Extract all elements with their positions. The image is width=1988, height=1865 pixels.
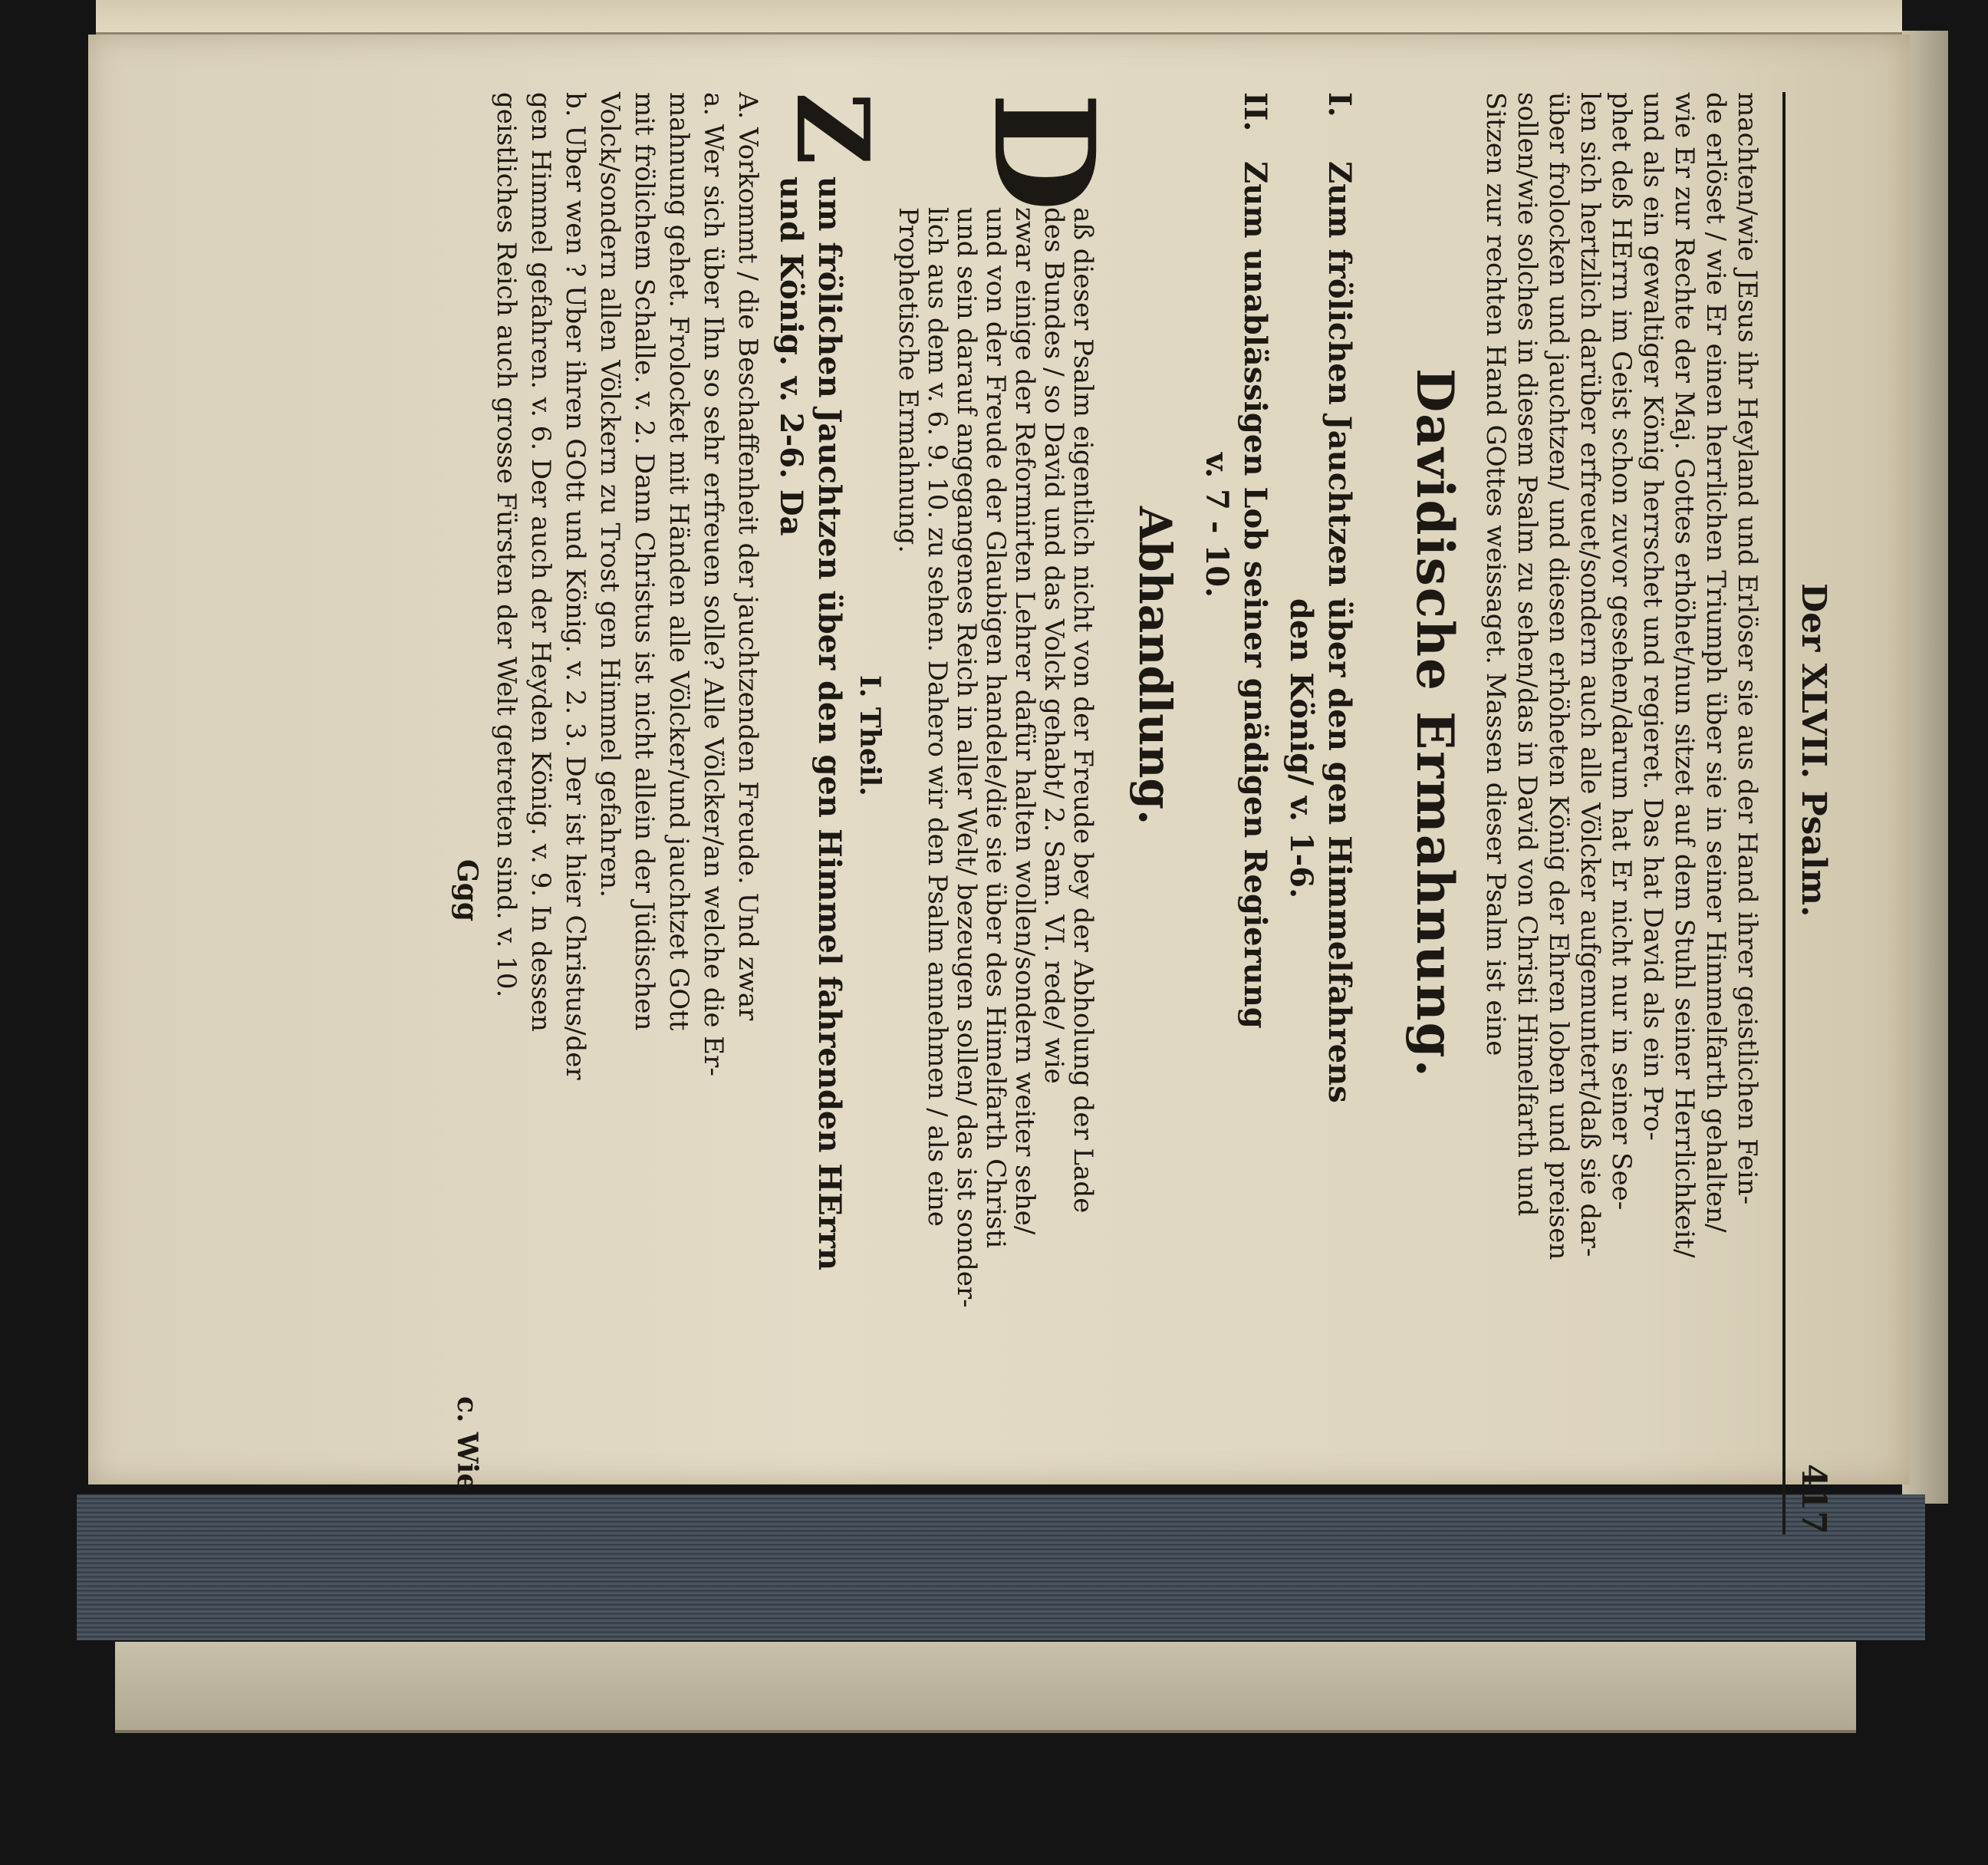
intro-line: sollen/wie solches in diesem Psalm zu sehen/das in David von Christi Himelfarth und bbox=[1512, 92, 1542, 1217]
item-line: b. Uber wen ? Uber ihren GOtt und König. v. 2. 3. Der ist hier Christus/der bbox=[560, 92, 591, 1080]
intro-line: über frolocken und jauchtzen/ und diesen erhöheten König der Ehren loben und preisen bbox=[1543, 92, 1574, 1260]
outline-number: II. bbox=[1237, 92, 1273, 132]
previous-page-edge bbox=[96, 0, 1902, 35]
item-line: mit frölichem Schalle. v. 2. Dann Christus ist nicht allein der Jüdischen bbox=[629, 92, 660, 1031]
item-line: geistliches Reich auch grosse Fürsten der Welt getretten sind. v. 10. bbox=[491, 92, 522, 998]
intro-line: Sitzen zur rechten Hand GOttes weissaget. Massen dieser Psalm ist eine bbox=[1480, 92, 1511, 1056]
intro-line: de erlöset / wie Er einen herrlichen Triumph über sie in seiner Himmelfarth gehalten/ bbox=[1700, 92, 1731, 1233]
drop-cap-initial: D bbox=[963, 92, 1124, 213]
paragraph-line: des Bundes / so David und das Volck gehabt/ 2. Sam. VI. rede/ wie bbox=[1038, 207, 1069, 1084]
outline-number: I. bbox=[1321, 92, 1358, 117]
subtitle: Abhandlung. bbox=[1129, 506, 1181, 825]
outline-text: Zum frölichen Jauchtzen über den gen Himmelfahrens bbox=[1321, 161, 1358, 1103]
running-title: Der XLVII. Psalm. bbox=[1794, 583, 1833, 918]
header-rule bbox=[1782, 92, 1786, 1534]
item-line: mahnung gehet. Frolocket mit Händen alle Völcker/und jauchtzet GOtt bbox=[663, 92, 694, 1031]
page-text bbox=[451, 92, 1833, 1534]
part-title-line: und König. v. 2-6. Da bbox=[773, 176, 809, 536]
paragraph-line: und von der Freude der Glaubigen handele/die sie über des Himelfarth Christi bbox=[980, 207, 1011, 1249]
intro-line: und als ein gewaltiger König herrschet und regieret. Das hat David als ein Pro- bbox=[1637, 92, 1668, 1141]
part-title-line: um frölichen Jauchtzen über den gen Himmel fahrenden HErrn bbox=[811, 176, 848, 1270]
outline-text: Zum unablässigen Lob seiner gnädigen Regierung bbox=[1237, 161, 1273, 1029]
paragraph-line: aß dieser Psalm eigentlich nicht von der Freude bey der Abholung der Lade bbox=[1068, 207, 1098, 1214]
page-number: 417 bbox=[1794, 1464, 1833, 1534]
outline-subtext: v. 7 - 10. bbox=[1199, 453, 1235, 598]
paragraph-line: lich aus dem v. 6. 9. 10. zu sehen. Dahero wir den Psalm annehmen / als eine bbox=[922, 207, 953, 1227]
paragraph-line: Prophetische Ermahnung. bbox=[893, 207, 923, 553]
outline-subtext: den König/ v. 1-6. bbox=[1283, 598, 1319, 899]
intro-line: phet deß HErrn im Geist schon zuvor gesehen/darum hat Er nicht nur in seiner See- bbox=[1606, 92, 1637, 1211]
item-line: Volck/sondern allen Völckern zu Trost gen Himmel gefahren. bbox=[594, 92, 625, 898]
signature-mark: Ggg bbox=[451, 859, 483, 922]
part-heading: I. Theil. bbox=[854, 675, 886, 796]
book-cover bbox=[115, 1642, 1856, 1733]
item-line: a. Wer sich über Ihn so sehr erfreuen solle? Alle Völcker/an welche die Er- bbox=[698, 92, 729, 1076]
part-drop-cap: Z bbox=[774, 92, 891, 165]
paragraph-line: und sein darauf angegangenes Reich in aller Welt/ bezeugen sollen/ das ist sonder- bbox=[951, 207, 982, 1308]
item-line: gen Himmel gefahren. v. 6. Der auch der Heyden König. v. 9. In dessen bbox=[525, 92, 556, 1032]
intro-line: machten/wie JEsus ihr Heyland und Erlöser sie aus der Hand ihrer geistlichen Fein- bbox=[1732, 92, 1763, 1205]
intro-line: len sich hertzlich darüber erfreuet/sondern auch alle Völcker aufgemuntert/daß sie dar- bbox=[1575, 92, 1605, 1257]
paragraph-line: zwar einige der Reformirten Lehrer dafür halten wollen/sondern weiter sehe/ bbox=[1009, 207, 1040, 1235]
catchword: c. Wie bbox=[451, 1396, 483, 1491]
intro-line: wie Er zur Rechte der Maj. Gottes erhöhet/nun sitzet auf dem Stuhl seiner Herrlichkeit/ bbox=[1669, 92, 1700, 1258]
section-title: Davidische Ermahnung. bbox=[1405, 368, 1465, 1079]
item-line: A. Vorkommt / die Beschaffenheit der jauchtzenden Freude. Und zwar bbox=[732, 92, 763, 1021]
